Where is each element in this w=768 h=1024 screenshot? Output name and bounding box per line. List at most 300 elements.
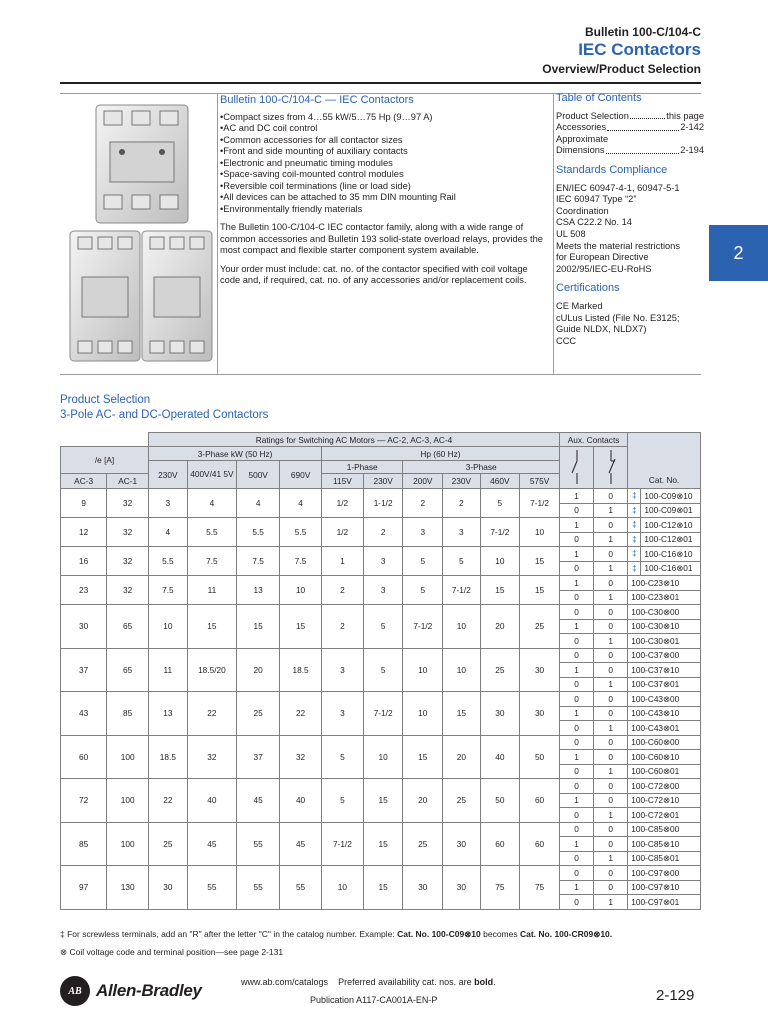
contactor-image-top	[96, 105, 188, 223]
aux-no-cell: 1	[559, 576, 593, 591]
feature-item: • Compact sizes from 4…55 kW/5…75 Hp (9…97 A)	[220, 112, 550, 124]
header-rule	[60, 82, 701, 84]
feature-item: • Front and side mounting of auxiliary contacts	[220, 146, 550, 158]
rating-cell: 10	[321, 866, 363, 910]
intro-description	[220, 95, 550, 287]
blank-corner	[61, 433, 149, 447]
feature-item: • Environmentally friendly materials	[220, 204, 550, 216]
rating-cell: 32	[107, 576, 149, 605]
rating-cell: 25	[149, 822, 188, 866]
rating-cell: 5	[443, 547, 480, 576]
footnote-coil-voltage: ⊗ Coil voltage code and terminal position—see page 2-131	[60, 947, 284, 957]
aux-no-cell: 1	[559, 547, 593, 562]
toc-leader	[630, 111, 665, 120]
table-row	[61, 648, 701, 663]
aux-nc-cell: 0	[594, 663, 628, 678]
rating-cell: 5.5	[280, 518, 322, 547]
aux-no-cell: 0	[559, 692, 593, 707]
catalog-number-cell: 100-C97⊗10	[628, 880, 701, 895]
footnote-example: Cat. No. 100-C09⊗10	[397, 929, 481, 939]
rating-cell: 16	[61, 547, 107, 576]
catalog-number-cell: 100-C37⊗00	[628, 648, 701, 663]
rating-cell: 7-1/2	[363, 692, 403, 736]
table-row	[61, 866, 701, 881]
feature-list	[220, 112, 550, 216]
rating-cell: 30	[520, 692, 560, 736]
rating-cell: 3	[443, 518, 480, 547]
footnote-example: Cat. No. 100-CR09⊗10.	[519, 929, 613, 939]
rating-cell: 85	[61, 822, 107, 866]
aux-no-cell: 0	[559, 764, 593, 779]
rating-cell: 75	[480, 866, 520, 910]
rating-cell: 7-1/2	[480, 518, 520, 547]
brand-name: Allen-Bradley	[96, 981, 202, 1000]
aux-no-cell: 1	[559, 837, 593, 852]
toc-label: Product Selection	[556, 110, 629, 121]
col-header: 575V	[520, 474, 560, 489]
aux-nc-cell: 0	[594, 837, 628, 852]
rating-cell: 10	[363, 735, 403, 779]
table-body	[61, 489, 701, 910]
rating-cell: 4	[187, 489, 237, 518]
aux-nc-cell: 1	[594, 851, 628, 866]
rating-cell: 100	[107, 735, 149, 779]
catalog-number-cell: 100-C30⊗01	[628, 634, 701, 649]
rating-cell: 1/2	[321, 518, 363, 547]
rating-cell: 15	[520, 547, 560, 576]
rating-cell: 7-1/2	[403, 605, 443, 649]
rating-cell: 30	[443, 866, 480, 910]
screwless-marker: ‡	[628, 532, 641, 547]
aux-no-cell: 0	[559, 561, 593, 576]
rating-cell: 30	[480, 692, 520, 736]
rating-cell: 5.5	[237, 518, 280, 547]
rating-cell: 1-1/2	[363, 489, 403, 518]
aux-nc-cell: 0	[594, 489, 628, 504]
table-row	[61, 779, 701, 794]
feature-item: • Space-saving coil-mounted control modules	[220, 169, 550, 181]
standards-list	[556, 183, 704, 276]
rating-cell: 15	[520, 576, 560, 605]
rating-cell: 30	[61, 605, 107, 649]
rating-cell: 10	[443, 648, 480, 692]
col-header: 690V	[280, 461, 322, 489]
rating-cell: 2	[321, 605, 363, 649]
aux-nc-cell: 1	[594, 808, 628, 823]
col-header: 460V	[480, 474, 520, 489]
certification-item: cULus Listed (File No. E3125;	[556, 312, 680, 323]
aux-nc-cell: 0	[594, 605, 628, 620]
toc-page: 2-194	[680, 145, 704, 156]
catalog-number-cell: 100-C72⊗00	[628, 779, 701, 794]
rating-cell: 2	[403, 489, 443, 518]
publication-number: Publication A117-CA001A-EN-P	[310, 995, 438, 1005]
aux-nc-cell: 1	[594, 895, 628, 910]
rating-cell: 5	[363, 648, 403, 692]
rating-cell: 72	[61, 779, 107, 823]
catalog-number-cell: 100-C37⊗01	[628, 677, 701, 692]
rating-cell: 5.5	[187, 518, 237, 547]
rating-cell: 32	[107, 518, 149, 547]
reversing-contactor-image	[70, 231, 212, 361]
rating-cell: 10	[403, 692, 443, 736]
rating-cell: 65	[107, 648, 149, 692]
standard-item: Coordination	[556, 205, 609, 216]
rating-cell: 45	[187, 822, 237, 866]
rating-cell: 55	[237, 822, 280, 866]
rating-cell: 7-1/2	[443, 576, 480, 605]
nc-symbol-header	[594, 447, 628, 489]
rating-cell: 50	[480, 779, 520, 823]
ie-header: /e [A]	[61, 447, 149, 474]
rating-cell: 60	[480, 822, 520, 866]
footnote-screwless	[60, 929, 612, 940]
table-row	[61, 822, 701, 837]
aux-nc-cell: 0	[594, 779, 628, 794]
page-number: 2-129	[656, 987, 695, 1004]
rating-cell: 15	[363, 822, 403, 866]
rating-cell: 2	[321, 576, 363, 605]
availability-bold: bold	[474, 977, 494, 987]
rating-cell: 3	[321, 692, 363, 736]
rating-cell: 18.5	[149, 735, 188, 779]
aux-nc-cell: 0	[594, 880, 628, 895]
table-row	[61, 576, 701, 591]
rating-cell: 10	[480, 547, 520, 576]
aux-nc-cell: 0	[594, 518, 628, 533]
col-header: AC-1	[107, 474, 149, 489]
rating-cell: 5.5	[149, 547, 188, 576]
availability-note-end: .	[493, 977, 496, 987]
rating-cell: 10	[149, 605, 188, 649]
toc-item[interactable]	[556, 111, 704, 123]
col-header: 230V	[443, 474, 480, 489]
standard-item: 2002/95/IEC-EU-RoHS	[556, 263, 652, 274]
rating-cell: 18.5/20	[187, 648, 237, 692]
rating-cell: 1	[321, 547, 363, 576]
aux-no-cell: 1	[559, 793, 593, 808]
standard-item: CSA C22.2 No. 14	[556, 217, 632, 228]
toc-item[interactable]	[556, 122, 704, 134]
aux-no-cell: 1	[559, 663, 593, 678]
rating-cell: 50	[520, 735, 560, 779]
standard-item: UL 508	[556, 228, 586, 239]
catalog-number-cell: 100-C16⊗10	[641, 547, 701, 562]
aux-nc-cell: 0	[594, 706, 628, 721]
toc-heading: Table of Contents	[556, 92, 642, 104]
table-row	[61, 518, 701, 533]
catalog-number-cell: 100-C85⊗10	[628, 837, 701, 852]
one-phase-header: 1-Phase	[321, 461, 402, 474]
rating-cell: 4	[280, 489, 322, 518]
rating-cell: 30	[520, 648, 560, 692]
rating-cell: 97	[61, 866, 107, 910]
aux-no-cell: 0	[559, 866, 593, 881]
aux-no-cell: 0	[559, 677, 593, 692]
rating-cell: 15	[403, 735, 443, 779]
aux-nc-cell: 0	[594, 735, 628, 750]
rating-cell: 23	[61, 576, 107, 605]
catalog-number-cell: 100-C60⊗01	[628, 764, 701, 779]
certifications-list	[556, 301, 704, 347]
aux-nc-cell: 0	[594, 648, 628, 663]
aux-nc-cell: 1	[594, 590, 628, 605]
rating-cell: 3	[403, 518, 443, 547]
feature-item: • AC and DC coil control	[220, 123, 550, 135]
catalog-number-cell: 100-C12⊗01	[641, 532, 701, 547]
rating-cell: 22	[187, 692, 237, 736]
availability-note: Preferred availability cat. nos. are	[338, 977, 475, 987]
aux-nc-cell: 0	[594, 866, 628, 881]
page-subtitle: Overview/Product Selection	[542, 62, 701, 76]
aux-nc-cell: 1	[594, 634, 628, 649]
catalog-number-cell: 100-C23⊗01	[628, 590, 701, 605]
catalog-number-cell: 100-C85⊗01	[628, 851, 701, 866]
rating-cell: 32	[280, 735, 322, 779]
aux-no-cell: 0	[559, 648, 593, 663]
rating-cell: 32	[107, 547, 149, 576]
table-row	[61, 735, 701, 750]
toc-item[interactable]	[556, 145, 704, 157]
col-header: 200V	[403, 474, 443, 489]
catalog-number-cell: 100-C43⊗10	[628, 706, 701, 721]
rating-cell: 30	[403, 866, 443, 910]
rating-cell: 22	[149, 779, 188, 823]
rating-cell: 60	[520, 779, 560, 823]
col-header: 500V	[237, 461, 280, 489]
rating-cell: 7.5	[187, 547, 237, 576]
catalog-number-cell: 100-C16⊗01	[641, 561, 701, 576]
intro-paragraph: The Bulletin 100-C/104-C IEC contactor family, along with a wide range of common accessories and Bulletin 193 solid-state overload relays, provides the most compact and flexible starter component system available.	[220, 222, 543, 255]
product-selection-heading: Product Selection	[60, 394, 151, 406]
aux-no-cell: 1	[559, 619, 593, 634]
rating-cell: 32	[107, 489, 149, 518]
cat-no-header: Cat. No.	[628, 433, 701, 489]
header-bulletin: Bulletin 100-C/104-C	[584, 25, 701, 39]
aux-nc-cell: 1	[594, 721, 628, 736]
rating-cell: 100	[107, 779, 149, 823]
rating-cell: 10	[280, 576, 322, 605]
standard-item: IEC 60947 Type “2”	[556, 194, 637, 205]
aux-nc-cell: 1	[594, 532, 628, 547]
rating-cell: 5	[363, 605, 403, 649]
rating-cell: 4	[149, 518, 188, 547]
screwless-marker: ‡	[628, 518, 641, 533]
table-row	[61, 692, 701, 707]
aux-nc-cell: 0	[594, 547, 628, 562]
toc-leader	[606, 145, 680, 154]
col-header: 400V/41 5V	[187, 461, 237, 489]
ratings-header: Ratings for Switching AC Motors — AC-2, AC-3, AC-4	[149, 433, 560, 447]
aux-nc-cell: 1	[594, 677, 628, 692]
sidebar	[556, 93, 704, 347]
order-note: Your order must include: cat. no. of the contactor specified with coil voltage code and, if required, cat. no. of any accessories and/or replacement coils.	[220, 263, 528, 285]
toc-page: 2-142	[680, 122, 704, 133]
rating-cell: 7-1/2	[321, 822, 363, 866]
feature-item: • Common accessories for all contactor sizes	[220, 135, 550, 147]
rating-cell: 5	[321, 735, 363, 779]
rating-cell: 3	[363, 547, 403, 576]
catalog-number-cell: 100-C97⊗00	[628, 866, 701, 881]
catalog-number-cell: 100-C37⊗10	[628, 663, 701, 678]
footnote-text: becomes	[480, 929, 520, 939]
col-header: 230V	[149, 461, 188, 489]
catalog-number-cell: 100-C09⊗01	[641, 503, 701, 518]
standard-item: EN/IEC 60947-4-1, 60947-5-1	[556, 182, 680, 193]
three-phase-header: 3-Phase	[403, 461, 559, 474]
rating-cell: 5	[403, 576, 443, 605]
standard-item: for European Directive	[556, 252, 649, 263]
rating-cell: 43	[61, 692, 107, 736]
rating-cell: 25	[443, 779, 480, 823]
product-selection-subheading: 3-Pole AC- and DC-Operated Contactors	[60, 409, 269, 421]
aux-no-cell: 0	[559, 503, 593, 518]
catalog-number-cell: 100-C97⊗01	[628, 895, 701, 910]
rating-cell: 2	[363, 518, 403, 547]
aux-nc-cell: 1	[594, 764, 628, 779]
rating-cell: 11	[187, 576, 237, 605]
rating-cell: 3	[363, 576, 403, 605]
aux-no-cell: 0	[559, 895, 593, 910]
toc-label: Dimensions	[556, 145, 605, 156]
rating-cell: 100	[107, 822, 149, 866]
catalog-number-cell: 100-C23⊗10	[628, 576, 701, 591]
rating-cell: 25	[520, 605, 560, 649]
rating-cell: 25	[480, 648, 520, 692]
rating-cell: 4	[237, 489, 280, 518]
rating-cell: 15	[237, 605, 280, 649]
aux-nc-cell: 0	[594, 576, 628, 591]
rating-cell: 15	[363, 779, 403, 823]
page-title: IEC Contactors	[578, 40, 701, 59]
contactor-photos	[66, 97, 214, 367]
rating-cell: 15	[280, 605, 322, 649]
rating-cell: 55	[237, 866, 280, 910]
no-symbol-header	[559, 447, 593, 489]
aux-no-cell: 0	[559, 851, 593, 866]
aux-nc-cell: 0	[594, 750, 628, 765]
col-header: 230V	[363, 474, 403, 489]
divider	[217, 94, 218, 374]
certification-item: CCC	[556, 335, 577, 346]
contactor-selection-table	[60, 432, 701, 910]
rating-cell: 45	[280, 822, 322, 866]
catalog-number-cell: 100-C12⊗10	[641, 518, 701, 533]
catalog-number-cell: 100-C09⊗10	[641, 489, 701, 504]
aux-no-cell: 0	[559, 808, 593, 823]
footnote-text: ‡ For screwless terminals, add an "R" after the letter "C" in the catalog number. Example:	[60, 929, 398, 939]
rating-cell: 65	[107, 605, 149, 649]
table-of-contents	[556, 111, 704, 157]
certifications-heading: Certifications	[556, 282, 620, 295]
rating-cell: 18.5	[280, 648, 322, 692]
catalog-number-cell: 100-C30⊗10	[628, 619, 701, 634]
standard-item: Meets the material restrictions	[556, 240, 681, 251]
catalog-number-cell: 100-C43⊗01	[628, 721, 701, 736]
normally-open-icon	[567, 450, 587, 484]
toc-label: Accessories	[556, 122, 607, 133]
certification-item: CE Marked	[556, 300, 603, 311]
rating-cell: 7.5	[280, 547, 322, 576]
feature-item: • Reversible coil terminations (line or load side)	[220, 181, 550, 193]
intro-heading: Bulletin 100-C/104-C — IEC Contactors	[220, 94, 414, 106]
aux-no-cell: 0	[559, 590, 593, 605]
rating-cell: 60	[61, 735, 107, 779]
rating-cell: 1/2	[321, 489, 363, 518]
rating-cell: 30	[443, 822, 480, 866]
catalog-number-cell: 100-C60⊗00	[628, 735, 701, 750]
toc-item: Approximate	[556, 133, 609, 144]
rating-cell: 25	[403, 822, 443, 866]
screwless-marker: ‡	[628, 503, 641, 518]
rating-cell: 37	[61, 648, 107, 692]
rating-cell: 3	[149, 489, 188, 518]
normally-closed-icon	[601, 450, 621, 484]
aux-no-cell: 0	[559, 822, 593, 837]
rating-cell: 130	[107, 866, 149, 910]
kw-header: 3-Phase kW (50 Hz)	[149, 447, 322, 461]
catalog-number-cell: 100-C72⊗01	[628, 808, 701, 823]
divider	[553, 94, 554, 374]
rating-cell: 9	[61, 489, 107, 518]
rating-cell: 15	[443, 692, 480, 736]
footer-url-line	[241, 977, 496, 987]
rating-cell: 15	[363, 866, 403, 910]
rating-cell: 32	[187, 735, 237, 779]
rating-cell: 5	[403, 547, 443, 576]
rating-cell: 20	[237, 648, 280, 692]
table-row	[61, 605, 701, 620]
certification-item: Guide NLDX, NLDX7)	[556, 324, 647, 335]
screwless-marker: ‡	[628, 561, 641, 576]
rating-cell: 20	[480, 605, 520, 649]
rating-cell: 10	[443, 605, 480, 649]
rating-cell: 20	[403, 779, 443, 823]
catalog-number-cell: 100-C72⊗10	[628, 793, 701, 808]
aux-no-cell: 0	[559, 735, 593, 750]
aux-nc-cell: 0	[594, 692, 628, 707]
rating-cell: 11	[149, 648, 188, 692]
catalog-number-cell: 100-C43⊗00	[628, 692, 701, 707]
col-header: 115V	[321, 474, 363, 489]
aux-nc-cell: 0	[594, 822, 628, 837]
aux-nc-cell: 0	[594, 619, 628, 634]
feature-item: • All devices can be attached to 35 mm DIN mounting Rail	[220, 192, 550, 204]
catalog-number-cell: 100-C30⊗00	[628, 605, 701, 620]
hp-header: Hp (60 Hz)	[321, 447, 559, 461]
aux-no-cell: 1	[559, 880, 593, 895]
rating-cell: 30	[149, 866, 188, 910]
rating-cell: 40	[187, 779, 237, 823]
rating-cell: 13	[149, 692, 188, 736]
rating-cell: 55	[280, 866, 322, 910]
aux-no-cell: 1	[559, 489, 593, 504]
rating-cell: 20	[443, 735, 480, 779]
rating-cell: 37	[237, 735, 280, 779]
catalog-link[interactable]: www.ab.com/catalogs	[241, 977, 329, 987]
rating-cell: 7-1/2	[520, 489, 560, 518]
feature-item: • Electronic and pneumatic timing modules	[220, 158, 550, 170]
catalog-number-cell: 100-C85⊗00	[628, 822, 701, 837]
table-row	[61, 547, 701, 562]
section-tab[interactable]: 2	[709, 225, 768, 281]
standards-heading: Standards Compliance	[556, 163, 668, 176]
rating-cell: 45	[237, 779, 280, 823]
rating-cell: 5	[321, 779, 363, 823]
catalog-number-cell: 100-C60⊗10	[628, 750, 701, 765]
rating-cell: 55	[187, 866, 237, 910]
rating-cell: 7.5	[237, 547, 280, 576]
